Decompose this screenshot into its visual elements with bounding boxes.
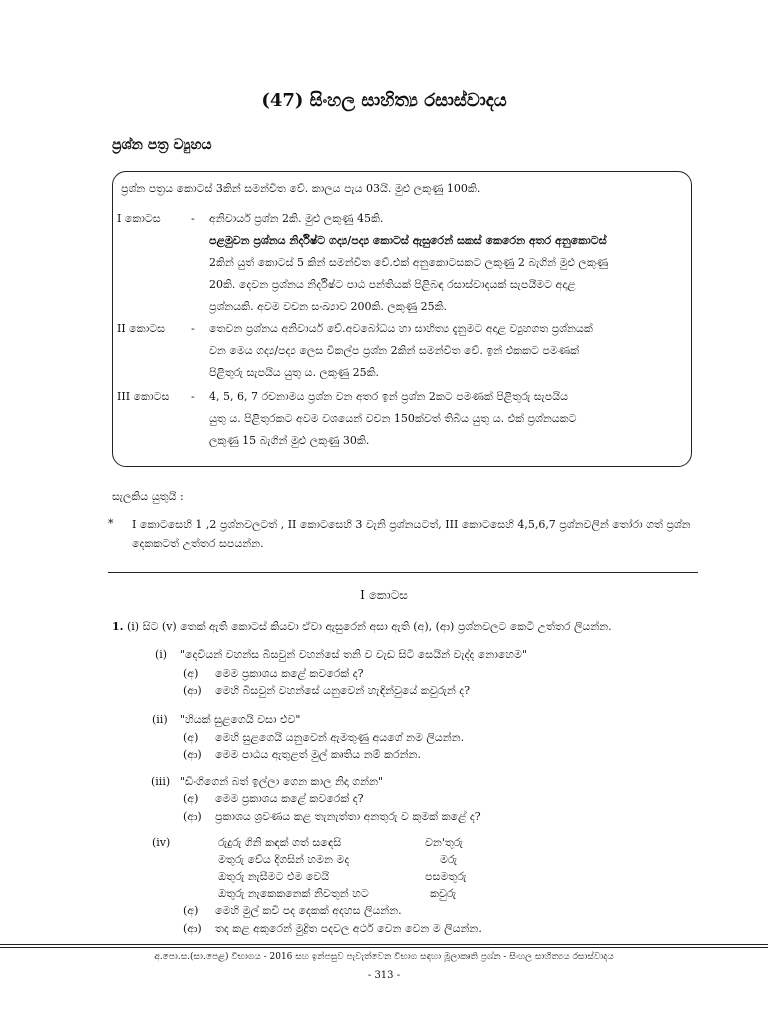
item-text: මෙහි මුල් කවි පද දෙකක් අදහස ලියන්න. bbox=[215, 904, 402, 917]
item-text: මෙම පාඨය ඇතුළත් මුල් කෘතිය නම් කරන්න. bbox=[215, 748, 421, 761]
verse-right: කවුරු bbox=[430, 887, 457, 900]
subquestion-quote: "හියක් සුළගෙයි වසා එව" bbox=[180, 713, 301, 726]
part-dash: - bbox=[191, 212, 195, 225]
item-label: (අ) bbox=[183, 731, 199, 744]
part-line: පළමුවන ප්‍රශ්නය නිර්දිෂ්ට ගද්‍ය/පද්‍ය කොටස් ඇසුරෙන් සකස් කෙරෙන අතර අනුකොටස් bbox=[209, 234, 607, 247]
part-line: 20කි. දෙවන ප්‍රශ්නය නිර්දිෂ්ට පාඨ පන්තියක් පිළිබඳ රසාස්වාදයක් සැපයීමට අදාළ bbox=[209, 278, 576, 291]
part-dash: - bbox=[191, 322, 195, 335]
verse-right: මරු bbox=[440, 853, 458, 866]
part-line: අනිවාර්ය ප්‍රශ්න 2කි. මුළු ලකුණු 45කි. bbox=[209, 212, 384, 225]
section-heading: I කොටස bbox=[360, 588, 408, 602]
verse-left: ඔතුරු නැකෙකනෙක් නිවතුන් හට bbox=[218, 887, 369, 900]
item-label: (ආ) bbox=[183, 684, 202, 697]
footer-text: අ.පො.ස.(සා.පෙළ) විභාගය - 2016 සහ ඉන්පසුව පැවැත්වෙන විභාග සඳහා මූලාකෘති ප්‍රශ්න - සිංහල සාහිත්‍යය රසාස්වාදය bbox=[154, 952, 614, 962]
part-label: II කොටස bbox=[117, 322, 166, 335]
part-label: III කොටස bbox=[117, 390, 170, 403]
footer-divider bbox=[0, 944, 768, 945]
part-line: වන මෙය ගද්‍ය/පද්‍ය ලෙස විකල්ප ප්‍රශ්න 2කින් සමන්විත වේ. ඉන් එකකට පමණක් bbox=[209, 344, 580, 357]
part-line: තෙවන ප්‍රශ්නය අනිවාර්ය වේ.අවබෝධය හා සාහිත්‍ය දැනුමට අදාළ ව්‍යුහගත ප්‍රශ්නයක් bbox=[209, 322, 593, 335]
item-label: (ආ) bbox=[183, 922, 202, 935]
subquestion-label: (i) bbox=[155, 648, 168, 661]
part-label: I කොටස bbox=[117, 212, 161, 225]
structure-heading: ප්‍රශ්න පත්‍ර ව්‍යුහය bbox=[112, 137, 212, 153]
item-text: මෙහි සුළගෙයි යනුවෙන් ඇමතුණු අයගේ නම ලියන්න. bbox=[215, 731, 465, 744]
star-bullet: * bbox=[108, 517, 114, 530]
item-label: (අ) bbox=[183, 904, 199, 917]
part-line: යුතු ය. පිළිතුරකට අවම වශයෙන් වචන 150ක්වත් තිබිය යුතු ය. එක් ප්‍රශ්නයකට bbox=[209, 412, 577, 425]
item-text: මෙහි බිසවුන් වහන්සේ යනුවෙන් හැඳින්වුයේ කවුරුන් ද? bbox=[215, 684, 471, 697]
part-line: 2කින් යුත් කොටස් 5 කින් සමන්විත වේ.එක් අනුකොටසකට ලකුණු 2 බැගින් මුළු ලකුණු bbox=[209, 256, 609, 269]
question-1 bbox=[112, 620, 612, 634]
item-text: තද කළ අකුරෙන් මුද්‍රිත පදවල අර්ථ වෙන වෙන ම ලියන්න. bbox=[215, 922, 482, 935]
item-label: (අ) bbox=[183, 792, 199, 805]
verse-left: රුදුරු ගිනි කඳක් ගත් සඳෙසි bbox=[218, 836, 342, 849]
divider bbox=[108, 572, 698, 573]
item-label: (අ) bbox=[183, 667, 199, 680]
part-line: ලකුණු 15 බැගින් මුළු ලකුණු 30කි. bbox=[209, 434, 370, 447]
instructions-text: I කොටසෙහි 1 ,2 ප්‍රශ්නවලටත් , II කොටසෙහි 3 වැනි ප්‍රශ්නයටත්, III කොටසෙහි 4,5,6,7 ප්‍රශ්නවලින් තෝරා ගත් ප්‍රශ්න දෙකකටත් උත්තර සපයන්න. bbox=[132, 518, 691, 550]
item-text: මෙම ප්‍රකාශය කළේ කවරෙක් ද? bbox=[215, 667, 364, 680]
subquestion-label: (ii) bbox=[152, 713, 168, 726]
verse-right: පසමතුරු bbox=[425, 870, 467, 883]
part-line: ප්‍රශ්නයකි. අවම වචන සංඛ්‍යාව 200කි. ලකුණු 25කි. bbox=[209, 300, 447, 313]
page-title: (47) සිංහල සාහිත්‍ය රසාස්වාදය bbox=[261, 90, 507, 111]
question-number: 1. bbox=[112, 620, 124, 633]
subquestion-quote: "ඩිංගිගෙන් බත් ඉල්ලා ගෙන කාල නිදා ගන්න" bbox=[180, 775, 384, 788]
item-text: මෙම ප්‍රකාශය කළේ කවරෙක් ද? bbox=[215, 792, 364, 805]
item-text: ප්‍රකාශය ශ්‍රවණය කළ තැනැත්තා අනතුරු ව කුමක් කළේ ද? bbox=[215, 810, 481, 823]
subquestion-quote: "දෙවියන් වහන්ස බිසවුන් වහන්සේ තනි ව වැඩ සිටි සෙයින් වැද්ද නොහෙම" bbox=[180, 648, 527, 661]
verse-left: මතුරු වේය දිගසින් හමන මද bbox=[218, 853, 350, 866]
item-label: (ආ) bbox=[183, 748, 202, 761]
box-intro: ප්‍රශ්න පත්‍රය කොටස් 3කින් සමන්විත වේ. කාලය පැය 03යි. මුළු ලකුණු 100කි. bbox=[121, 182, 481, 195]
part-dash: - bbox=[191, 390, 195, 403]
info-box bbox=[112, 171, 692, 467]
remember-heading: සැලකිය යුතුයි : bbox=[112, 490, 184, 503]
page-number: - 313 - bbox=[367, 970, 401, 981]
item-label: (ආ) bbox=[183, 810, 202, 823]
subquestion-label: (iv) bbox=[152, 836, 171, 849]
part-line: පිළිතුරු සැපයිය යුතු ය. ලකුණු 25කි. bbox=[209, 366, 380, 379]
question-text: (i) සිට (v) තෙක් ඇති කොටස් කියවා ඒවා ඇසුරෙන් අසා ඇති (අ), (ආ) ප්‍රශ්නවලට කෙටි උත්තර ලියන්න. bbox=[126, 620, 612, 633]
part-line: 4, 5, 6, 7 රචනාමය ප්‍රශ්න වන අතර ඉන් ප්‍රශ්න 2කට පමණක් පිළිතුරු සැපයිය bbox=[209, 390, 569, 403]
verse-left: ඔතුරු නැසීමට එම වෙයි bbox=[218, 870, 330, 883]
verse-right: වන'තුරු bbox=[425, 836, 463, 849]
subquestion-label: (iii) bbox=[151, 775, 171, 788]
footer-divider bbox=[0, 947, 768, 948]
